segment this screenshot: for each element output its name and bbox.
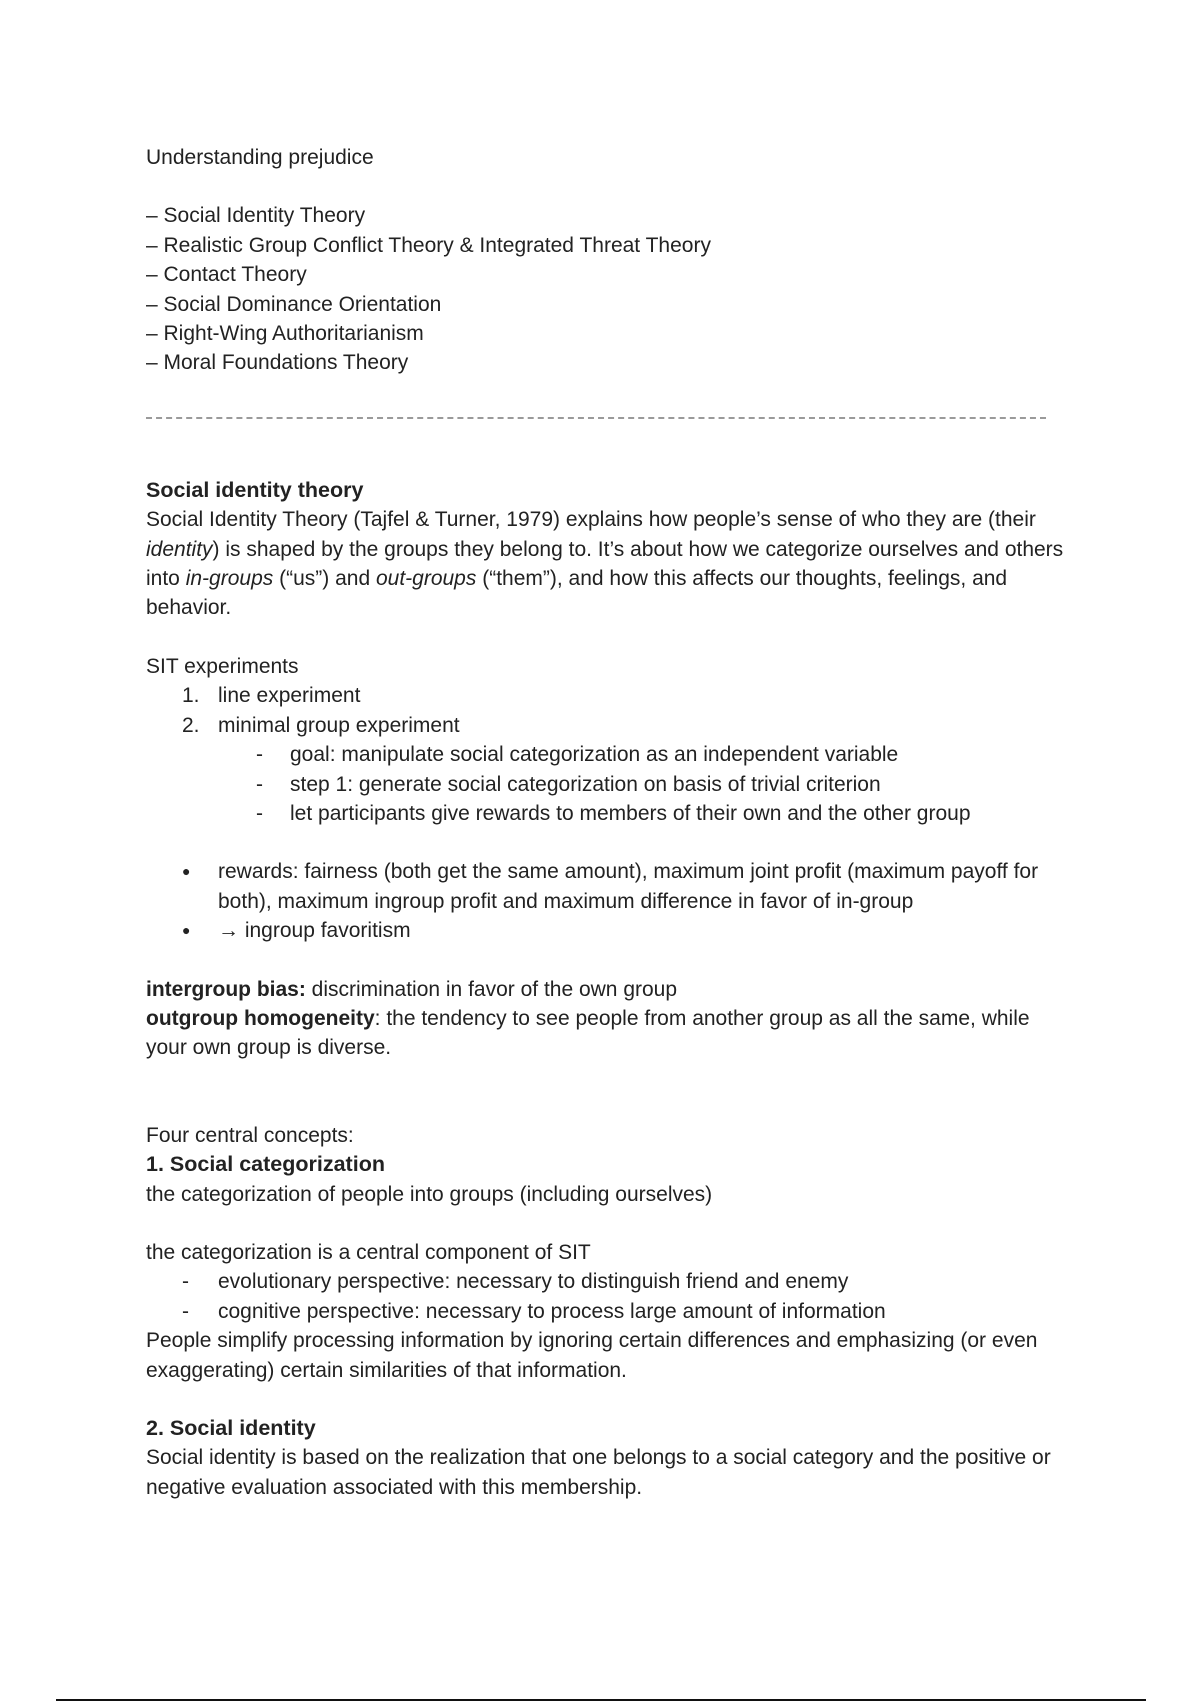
topic-item: – Moral Foundations Theory (146, 351, 409, 375)
sit-intro: Social Identity Theory (Tajfel & Turner, 1979) explains how people’s sense of who they are (their identity) is shaped by the groups they belong to. It’s about how we categorize ourselves and others into in-groups (“us”) and out-groups (“them”), and how this affects our thoughts, feelings, and behavior. (146, 508, 1064, 620)
list-item: - evolutionary perspective: necessary to distinguish friend and enemy (182, 1270, 849, 1294)
concept-summary: People simplify processing information by ignoring certain differences and emphasizing (or even exaggerating) certain similarities of that information. (146, 1329, 1038, 1382)
list-item: - step 1: generate social categorization on basis of trivial criterion (256, 772, 881, 796)
experiments-list (146, 681, 1066, 740)
definition-intergroup-bias: intergroup bias: discrimination in favor of the own group (146, 977, 678, 1001)
perspectives-list (146, 1267, 1066, 1326)
topic-item: – Right-Wing Authoritarianism (146, 322, 424, 346)
document-title: Understanding prejudice (146, 146, 374, 169)
concept-definition: Social identity is based on the realization that one belongs to a social category and the positive or negative evaluation associated with this membership. (146, 1446, 1051, 1499)
topic-item: – Realistic Group Conflict Theory & Integrated Threat Theory (146, 233, 711, 257)
list-item: 2. minimal group experiment (182, 713, 460, 737)
topic-item: – Social Dominance Orientation (146, 292, 442, 316)
topic-item: – Social Identity Theory (146, 204, 366, 228)
concept-heading: 1. Social categorization (146, 1152, 385, 1177)
list-item: ● → ingroup favoritism (182, 919, 411, 943)
concept-definition: the categorization of people into groups (including ourselves) (146, 1182, 713, 1206)
list-item: 1. line experiment (182, 684, 361, 708)
section-divider (146, 417, 1046, 431)
experiment-details (146, 740, 1066, 828)
concepts-label: Four central concepts: (146, 1123, 354, 1147)
concept-heading: 2. Social identity (146, 1416, 316, 1440)
section-heading: Social identity theory (146, 477, 364, 502)
definition-outgroup-homogeneity: outgroup homogeneity: the tendency to see people from another group as all the same, while your own group is diverse. (146, 1006, 1030, 1060)
topic-list (146, 201, 1066, 377)
list-item: ● rewards: fairness (both get the same amount), maximum joint profit (maximum payoff for both), maximum ingroup profit and maximum difference in favor of in-group (182, 860, 1039, 913)
rewards-list (146, 857, 1066, 945)
list-item: - goal: manipulate social categorization as an independent variable (256, 743, 899, 767)
experiments-label: SIT experiments (146, 654, 299, 678)
document-page (146, 143, 1066, 1502)
list-item: - cognitive perspective: necessary to process large amount of information (182, 1299, 886, 1323)
topic-item: – Contact Theory (146, 263, 307, 287)
concept-lead: the categorization is a central component of SIT (146, 1240, 591, 1264)
list-item: - let participants give rewards to members of their own and the other group (256, 801, 971, 825)
